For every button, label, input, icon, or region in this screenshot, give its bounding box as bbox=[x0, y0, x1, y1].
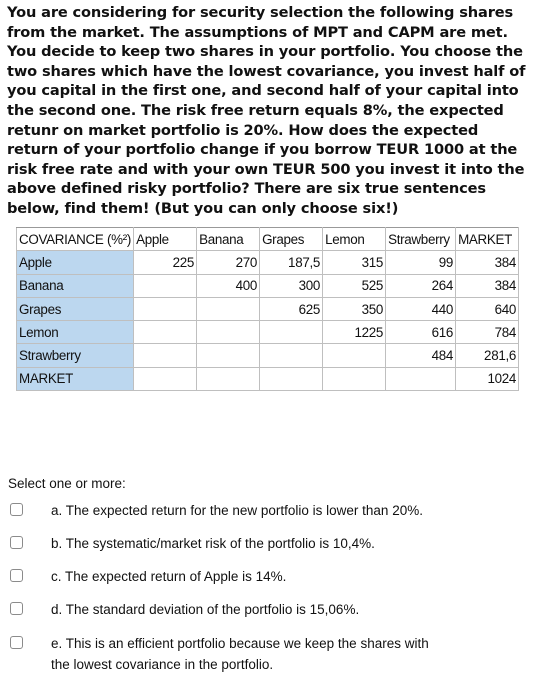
table-cell: 525 bbox=[323, 274, 386, 297]
question-line: retunr on market portfolio is 20%. How does the expected bbox=[7, 121, 479, 139]
option-text-line: d. The standard deviation of the portfolio is 15,06%. bbox=[51, 602, 360, 617]
header-cell: Strawberry bbox=[386, 228, 456, 251]
table-cell: 264 bbox=[386, 274, 456, 297]
question-line: the second one. The risk free return equals 8%, the expected bbox=[7, 101, 504, 119]
table-cell bbox=[260, 344, 323, 367]
table-cell bbox=[197, 344, 260, 367]
option-a-label[interactable] bbox=[51, 500, 491, 521]
table-cell: 384 bbox=[456, 274, 519, 297]
table-cell: 1024 bbox=[456, 367, 519, 390]
table-cell: 484 bbox=[386, 344, 456, 367]
question-line: You decide to keep two shares in your portfolio. You choose the bbox=[7, 43, 523, 61]
table-cell bbox=[260, 321, 323, 344]
table-row bbox=[17, 321, 519, 344]
table-cell: 300 bbox=[260, 274, 323, 297]
table-cell bbox=[197, 297, 260, 320]
option-text-line: c. The expected return of Apple is 14%. bbox=[51, 569, 287, 584]
table-cell: 315 bbox=[323, 251, 386, 274]
header-cell: Lemon bbox=[323, 228, 386, 251]
table-row bbox=[17, 297, 519, 320]
table-cell bbox=[134, 274, 197, 297]
table-cell: 99 bbox=[386, 251, 456, 274]
table-row bbox=[17, 367, 519, 390]
question-line: below, find them! (But you can only choose six!) bbox=[7, 199, 399, 217]
option-text-line: b. The systematic/market risk of the portfolio is 10,4%. bbox=[51, 536, 375, 551]
table-cell: 384 bbox=[456, 251, 519, 274]
table-cell: 281,6 bbox=[456, 344, 519, 367]
table-cell bbox=[197, 321, 260, 344]
table-cell: 1225 bbox=[323, 321, 386, 344]
table-cell: 640 bbox=[456, 297, 519, 320]
table-cell bbox=[260, 367, 323, 390]
option-d-label[interactable] bbox=[51, 599, 491, 620]
question-line: you capital in the first one, and second half of your capital into bbox=[7, 82, 519, 100]
row-label: Lemon bbox=[17, 321, 134, 344]
question-line: return of your portfolio change if you borrow TEUR 1000 at the bbox=[7, 141, 518, 159]
table-cell bbox=[323, 344, 386, 367]
question-line: from the market. The assumptions of MPT and CAPM are met. bbox=[7, 23, 508, 41]
header-cell: MARKET bbox=[456, 228, 519, 251]
table-cell: 440 bbox=[386, 297, 456, 320]
row-label: Banana bbox=[17, 274, 134, 297]
table-cell: 784 bbox=[456, 321, 519, 344]
row-label: Grapes bbox=[17, 297, 134, 320]
question-line: You are considering for security selection the following shares bbox=[7, 4, 514, 21]
table-cell: 225 bbox=[134, 251, 197, 274]
row-label: MARKET bbox=[17, 367, 134, 390]
covariance-table bbox=[16, 227, 519, 391]
option-c-label[interactable] bbox=[51, 566, 491, 587]
row-label: Apple bbox=[17, 251, 134, 274]
table-cell bbox=[386, 367, 456, 390]
question-text bbox=[7, 3, 531, 219]
table-cell: 350 bbox=[323, 297, 386, 320]
question-line: risk free rate and with your own TEUR 500 you invest it into the bbox=[7, 160, 525, 178]
option-e-checkbox[interactable] bbox=[10, 636, 23, 649]
option-text-line: the lowest covariance in the portfolio. bbox=[51, 657, 274, 672]
option-text-line: a. The expected return for the new portfolio is lower than 20%. bbox=[51, 503, 423, 518]
table-cell bbox=[197, 367, 260, 390]
table-cell bbox=[134, 367, 197, 390]
header-cell: COVARIANCE (%²) bbox=[17, 228, 134, 251]
option-c-checkbox[interactable] bbox=[10, 569, 23, 582]
table-cell: 187,5 bbox=[260, 251, 323, 274]
question-line: above defined risky portfolio? There are six true sentences bbox=[7, 180, 486, 198]
row-label: Strawberry bbox=[17, 344, 134, 367]
header-cell: Banana bbox=[197, 228, 260, 251]
table-cell: 616 bbox=[386, 321, 456, 344]
option-text-line: e. This is an efficient portfolio because we keep the shares with bbox=[51, 636, 429, 651]
select-prompt: Select one or more: bbox=[8, 476, 126, 491]
table-row bbox=[17, 251, 519, 274]
option-b-checkbox[interactable] bbox=[10, 536, 23, 549]
table-header-row bbox=[17, 228, 519, 251]
table-cell: 625 bbox=[260, 297, 323, 320]
header-cell: Apple bbox=[134, 228, 197, 251]
table-cell bbox=[134, 321, 197, 344]
table-cell bbox=[134, 344, 197, 367]
table-cell bbox=[323, 367, 386, 390]
table-row bbox=[17, 274, 519, 297]
option-b-label[interactable] bbox=[51, 533, 491, 554]
table-row bbox=[17, 344, 519, 367]
table-cell: 270 bbox=[197, 251, 260, 274]
question-line: two shares which have the lowest covariance, you invest half of bbox=[7, 62, 526, 80]
header-cell: Grapes bbox=[260, 228, 323, 251]
table-cell bbox=[134, 297, 197, 320]
option-e-label[interactable] bbox=[51, 633, 491, 675]
table-cell: 400 bbox=[197, 274, 260, 297]
option-d-checkbox[interactable] bbox=[10, 602, 23, 615]
option-a-checkbox[interactable] bbox=[10, 503, 23, 516]
